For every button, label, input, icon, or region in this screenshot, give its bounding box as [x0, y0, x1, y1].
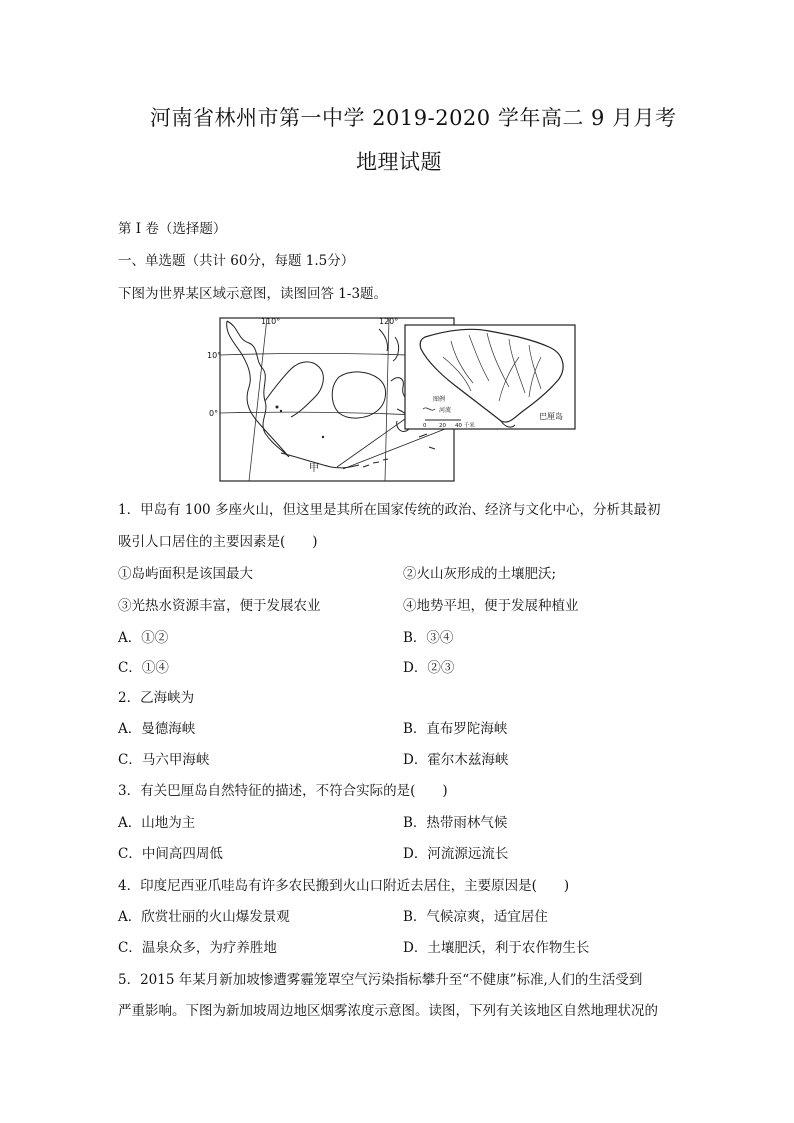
lon-120-label: 120° — [379, 317, 399, 326]
legend-river-label: 河流 — [439, 407, 452, 414]
q3-option-d[interactable]: D．河流源远流长 — [403, 846, 509, 862]
lat-10-label: 10° — [207, 351, 222, 360]
q3-stem: 3．有关巴厘岛自然特征的描述，不符合实际的是( ) — [118, 783, 448, 799]
lon-110-label: 110° — [261, 317, 281, 326]
scale-40: 40 千米 — [455, 423, 475, 429]
q2-option-c[interactable]: C．马六甲海峡 — [118, 752, 210, 768]
bali-label: 巴厘岛 — [539, 412, 563, 421]
q2-option-b[interactable]: B．直布罗陀海峡 — [403, 721, 508, 737]
region-map — [207, 317, 576, 483]
q2-option-d[interactable]: D．霍尔木兹海峡 — [403, 752, 509, 768]
q3-option-c[interactable]: C．中间高四周低 — [118, 846, 223, 862]
paper-subtitle: 地理试题 — [356, 150, 442, 174]
q5-stem-line2: 严重影响。下图为新加坡周边地区烟雾浓度示意图。读图，下列有关该地区自然地理状况的 — [118, 1003, 658, 1019]
q1-statement-1: ①岛屿面积是该国最大 — [118, 566, 253, 582]
part-heading: 一、单选题（共计 60分，每题 1.5分） — [118, 253, 355, 269]
q4-option-b[interactable]: B．气候凉爽，适宜居住 — [403, 909, 548, 925]
q1-option-b[interactable]: B．③④ — [403, 630, 454, 646]
q1-statement-4: ④地势平坦，便于发展种植业 — [403, 598, 579, 614]
q1-option-d[interactable]: D．②③ — [403, 660, 455, 676]
scale-0: 0 — [423, 423, 427, 429]
q1-option-c[interactable]: C．①④ — [118, 660, 169, 676]
lat-0-label: 0° — [209, 409, 219, 418]
figure-intro: 下图为世界某区域示意图，读图回答 1-3题。 — [118, 286, 388, 302]
q2-option-a[interactable]: A．曼德海峡 — [118, 721, 196, 737]
region-map-figure — [207, 317, 576, 483]
q5-stem-line1: 5．2015 年某月新加坡惨遭雾霾笼罩空气污染指标攀升至“不健康”标准,人们的生活受到 — [118, 972, 643, 988]
q3-option-a[interactable]: A．山地为主 — [118, 815, 196, 831]
q1-stem-line1: 1．甲岛有 100 多座火山，但这里是其所在国家传统的政治、经济与文化中心，分析其最初 — [118, 502, 661, 518]
q3-option-b[interactable]: B．热带雨林气候 — [403, 815, 508, 831]
legend-label: 图例 — [433, 396, 446, 403]
jia-island-label: 甲 — [309, 463, 319, 474]
q1-statement-2: ②火山灰形成的土壤肥沃; — [403, 566, 557, 582]
q4-option-c[interactable]: C．温泉众多，为疗养胜地 — [118, 940, 277, 956]
q4-stem: 4．印度尼西亚爪哇岛有许多农民搬到火山口附近去居住，主要原因是( ) — [118, 878, 570, 894]
q4-option-d[interactable]: D．土壤肥沃，利于农作物生长 — [403, 940, 590, 956]
volume-heading: 第 I 卷（选择题） — [118, 221, 227, 237]
scale-20: 20 — [439, 423, 446, 429]
q2-stem: 2．乙海峡为 — [118, 690, 195, 706]
q1-option-a[interactable]: A．①② — [118, 630, 169, 646]
paper-title: 河南省林州市第一中学 2019-2020 学年高二 9 月月考 — [150, 106, 677, 130]
q1-statement-3: ③光热水资源丰富，便于发展农业 — [118, 598, 321, 614]
q4-option-a[interactable]: A．欣赏壮丽的火山爆发景观 — [118, 909, 290, 925]
q1-stem-line2: 吸引人口居住的主要因素是( ) — [118, 534, 318, 550]
